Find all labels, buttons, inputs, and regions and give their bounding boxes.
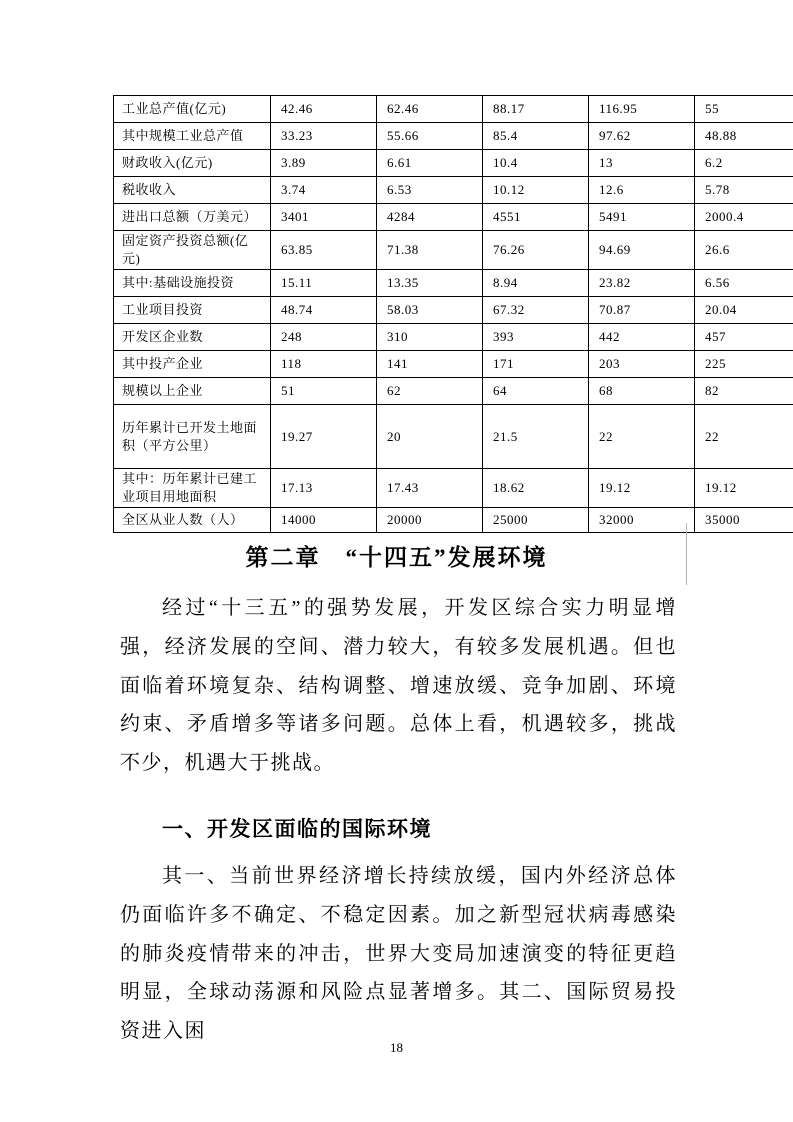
value-cell: 19.12	[589, 469, 695, 508]
row-label-cell: 其中：历年累计已建工业项目用地面积	[114, 469, 271, 508]
value-cell: 21.5	[483, 405, 589, 469]
value-cell: 393	[483, 324, 589, 351]
row-label-cell: 其中:基础设施投资	[114, 270, 271, 297]
value-cell: 22	[589, 405, 695, 469]
table-row	[114, 469, 793, 508]
value-cell: 6.61	[377, 150, 483, 177]
value-cell: 8.94	[483, 270, 589, 297]
value-cell: 5491	[589, 204, 695, 231]
value-cell: 48.88	[695, 123, 793, 150]
table-row	[114, 123, 793, 150]
value-cell: 71.38	[377, 231, 483, 270]
value-cell: 33.23	[271, 123, 377, 150]
table-row	[114, 351, 793, 378]
value-cell: 4284	[377, 204, 483, 231]
page-number: 18	[390, 1040, 403, 1055]
row-label-cell: 工业总产值(亿元)	[114, 96, 271, 123]
value-cell: 97.62	[589, 123, 695, 150]
value-cell: 12.6	[589, 177, 695, 204]
value-cell: 42.46	[271, 96, 377, 123]
value-cell: 15.11	[271, 270, 377, 297]
value-cell: 141	[377, 351, 483, 378]
value-cell: 20.04	[695, 297, 793, 324]
value-cell: 171	[483, 351, 589, 378]
value-cell: 118	[271, 351, 377, 378]
row-label-cell: 其中投产企业	[114, 351, 271, 378]
value-cell: 442	[589, 324, 695, 351]
value-cell: 26.6	[695, 231, 793, 270]
row-label-cell: 工业项目投资	[114, 297, 271, 324]
table-row	[114, 508, 793, 533]
value-cell: 457	[695, 324, 793, 351]
value-cell: 55	[695, 96, 793, 123]
value-cell: 3.74	[271, 177, 377, 204]
value-cell: 64	[483, 378, 589, 405]
table-row	[114, 150, 793, 177]
value-cell: 62	[377, 378, 483, 405]
value-cell: 94.69	[589, 231, 695, 270]
value-cell: 70.87	[589, 297, 695, 324]
chapter-heading: 第二章 “十四五”发展环境	[245, 545, 548, 570]
value-cell: 310	[377, 324, 483, 351]
value-cell: 5.78	[695, 177, 793, 204]
value-cell: 35000	[695, 508, 793, 533]
value-cell: 68	[589, 378, 695, 405]
value-cell: 82	[695, 378, 793, 405]
table-row	[114, 405, 793, 469]
paragraph-international-environment: 其一、当前世界经济增长持续放缓，国内外经济总体仍面临许多不确定、不稳定因素。加之新型冠状病毒感染的肺炎疫情带来的冲击，世界大变局加速演变的特征更趋明显，全球动荡源和风险点显著增多。其二、国际贸易投资进入困	[120, 865, 677, 1043]
row-label-cell: 开发区企业数	[114, 324, 271, 351]
value-cell: 203	[589, 351, 695, 378]
value-cell: 248	[271, 324, 377, 351]
row-label-cell: 历年累计已开发土地面积（平方公里）	[114, 405, 271, 469]
table-row	[114, 378, 793, 405]
value-cell: 18.62	[483, 469, 589, 508]
table-row	[114, 297, 793, 324]
value-cell: 58.03	[377, 297, 483, 324]
value-cell: 25000	[483, 508, 589, 533]
value-cell: 20000	[377, 508, 483, 533]
value-cell: 23.82	[589, 270, 695, 297]
table-row	[114, 204, 793, 231]
value-cell: 225	[695, 351, 793, 378]
value-cell: 32000	[589, 508, 695, 533]
value-cell: 6.56	[695, 270, 793, 297]
value-cell: 20	[377, 405, 483, 469]
value-cell: 19.12	[695, 469, 793, 508]
section-heading: 一、开发区面临的国际环境	[162, 817, 432, 841]
value-cell: 2000.4	[695, 204, 793, 231]
value-cell: 116.95	[589, 96, 695, 123]
value-cell: 6.53	[377, 177, 483, 204]
value-cell: 76.26	[483, 231, 589, 270]
value-cell: 10.12	[483, 177, 589, 204]
value-cell: 4551	[483, 204, 589, 231]
table-row	[114, 324, 793, 351]
value-cell: 13	[589, 150, 695, 177]
value-cell: 13.35	[377, 270, 483, 297]
statistics-table	[113, 95, 793, 533]
table-row	[114, 270, 793, 297]
value-cell: 14000	[271, 508, 377, 533]
value-cell: 22	[695, 405, 793, 469]
value-cell: 19.27	[271, 405, 377, 469]
row-label-cell: 税收收入	[114, 177, 271, 204]
value-cell: 88.17	[483, 96, 589, 123]
row-label-cell: 其中规模工业总产值	[114, 123, 271, 150]
paragraph-overview: 经过“十三五”的强势发展，开发区综合实力明显增强，经济发展的空间、潜力较大，有较多发展机遇。但也面临着环境复杂、结构调整、增速放缓、竞争加剧、环境约束、矛盾增多等诸多问题。总体上看，机遇较多，挑战不少，机遇大于挑战。	[120, 597, 677, 775]
table-row	[114, 177, 793, 204]
value-cell: 51	[271, 378, 377, 405]
row-label-cell: 规模以上企业	[114, 378, 271, 405]
value-cell: 55.66	[377, 123, 483, 150]
value-cell: 63.85	[271, 231, 377, 270]
value-cell: 17.43	[377, 469, 483, 508]
row-label-cell: 全区从业人数（人）	[114, 508, 271, 533]
value-cell: 62.46	[377, 96, 483, 123]
table-row	[114, 96, 793, 123]
value-cell: 3401	[271, 204, 377, 231]
table-row	[114, 231, 793, 270]
value-cell: 67.32	[483, 297, 589, 324]
value-cell: 48.74	[271, 297, 377, 324]
row-label-cell: 财政收入(亿元)	[114, 150, 271, 177]
row-label-cell: 固定资产投资总额(亿元)	[114, 231, 271, 270]
value-cell: 3.89	[271, 150, 377, 177]
row-label-cell: 进出口总额（万美元）	[114, 204, 271, 231]
value-cell: 17.13	[271, 469, 377, 508]
value-cell: 85.4	[483, 123, 589, 150]
value-cell: 10.4	[483, 150, 589, 177]
statistics-table-body	[114, 96, 793, 533]
value-cell: 6.2	[695, 150, 793, 177]
